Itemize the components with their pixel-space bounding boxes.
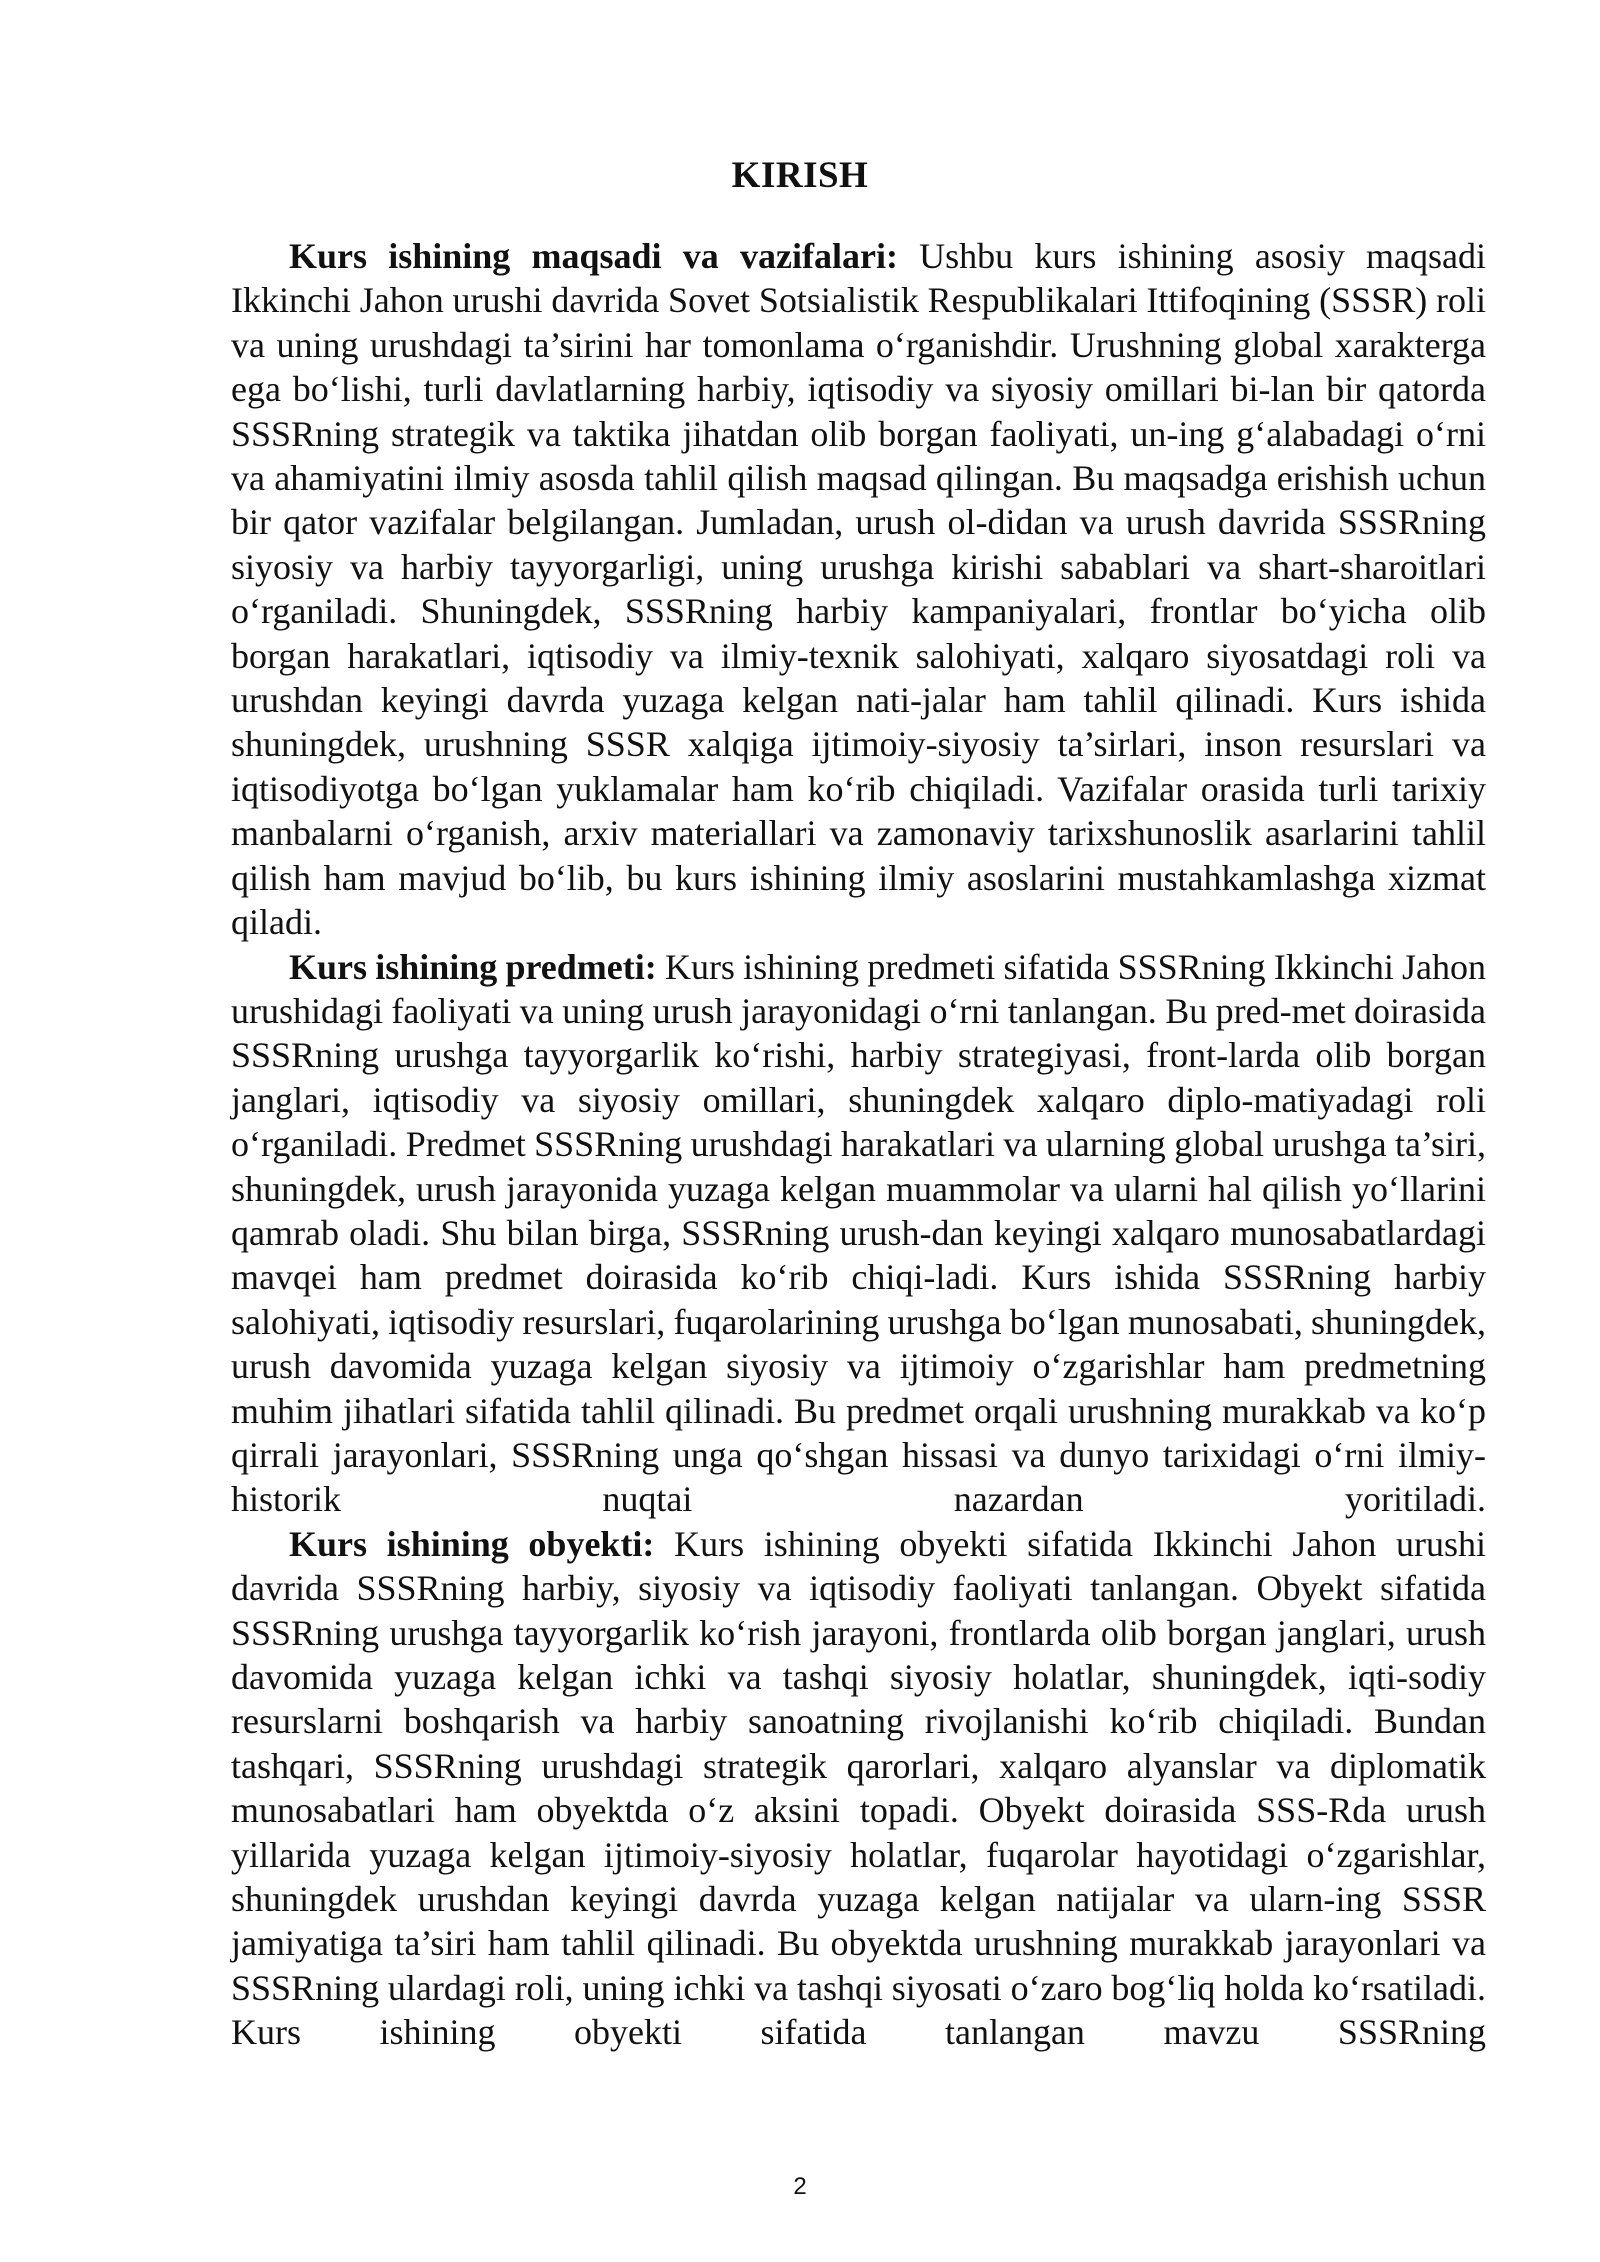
- document-body: [231, 234, 1486, 2055]
- page-number: 2: [793, 2173, 807, 2200]
- page-title: KIRISH: [731, 155, 869, 196]
- paragraph-subject: [231, 945, 1486, 1522]
- paragraph-subject-heading: Kurs ishining predmeti:: [289, 946, 657, 987]
- paragraph-subject-text: Kurs ishining predmeti sifatida SSSRning Ikkinchi Jahon urushidagi faoliyati va uning urush jarayonidagi o‘rni tanlangan. Bu pred-met doirasida SSSRning urushga tayyorgarlik ko‘rishi, harbiy strategiyasi, front-larda olib borgan janglari, iqtisodiy va siyosiy omillari, shuningdek xalqaro diplo-matiyadagi roli o‘rganiladi. Predmet SSSRning urushdagi harakatlari va ularning global urushga ta’siri, shuningdek, urush jarayonida yuzaga kelgan muammolar va ularni hal qilish yo‘llarini qamrab oladi. Shu bilan birga, SSSRning urush-dan keyingi xalqaro munosabatlardagi mavqei ham predmet doirasida ko‘rib chiqi-ladi. Kurs ishida SSSRning harbiy salohiyati, iqtisodiy resurslari, fuqarolarining urushga bo‘lgan munosabati, shuningdek, urush davomida yuzaga kelgan siyosiy va ijtimoiy o‘zgarishlar ham predmetning muhim jihatlari sifatida tahlil qilinadi. Bu predmet orqali urushning murakkab va ko‘p qirrali jarayonlari, SSSRning unga qo‘shgan hissasi va dunyo tarixidagi o‘rni ilmiy-historik nuqtai nazardan yoritiladi.: [231, 946, 1487, 1520]
- paragraph-object-heading: Kurs ishining obyekti:: [289, 1523, 655, 1564]
- paragraph-object: [231, 1522, 1486, 2055]
- paragraph-object-text: Kurs ishining obyekti sifatida Ikkinchi Jahon urushi davrida SSSRning harbiy, siyosiy va iqtisodiy faoliyati tanlangan. Obyekt sifatida SSSRning urushga tayyorgarlik ko‘rish jarayoni, frontlarda olib borgan janglari, urush davomida yuzaga kelgan ichki va tashqi siyosiy holatlar, shuningdek, iqti-sodiy resurslarni boshqarish va harbiy sanoatning rivojlanishi ko‘rib chiqiladi. Bundan tashqari, SSSRning urushdagi strategik qarorlari, xalqaro alyanslar va diplomatik munosabatlari ham obyektda o‘z aksini topadi. Obyekt doirasida SSS-Rda urush yillarida yuzaga kelgan ijtimoiy-siyosiy holatlar, fuqarolar hayotidagi o‘zgarishlar, shuningdek urushdan keyingi davrda yuzaga kelgan natijalar va ularn-ing SSSR jamiyatiga ta’siri ham tahlil qilinadi. Bu obyektda urushning murakkab jarayonlari va SSSRning ulardagi roli, uning ichki va tashqi siyosati o‘zaro bog‘liq holda ko‘rsatiladi. Kurs ishining obyekti sifatida tanlangan mavzu SSSRning: [231, 1523, 1486, 2053]
- paragraph-goals-heading: Kurs ishining maqsadi va vazifalari:: [289, 236, 898, 276]
- paragraph-goals-text: Ushbu kurs ishining asosiy maqsadi Ikkinchi Jahon urushi davrida Sovet Sotsialistik Respublikalari Ittifoqining (SSSR) roli va uning urushdagi ta’sirini har tomonlama o‘rganishdir. Urushning global xarakterga ega bo‘lishi, turli davlatlarning harbiy, iqtisodiy va siyosiy omillari bi-lan bir qatorda SSSRning strategik va taktika jihatdan olib borgan faoliyati, un-ing g‘alabadagi o‘rni va ahamiyatini ilmiy asosda tahlil qilish maqsad qilingan. Bu maqsadga erishish uchun bir qator vazifalar belgilangan. Jumladan, urush ol-didan va urush davrida SSSRning siyosiy va harbiy tayyorgarligi, uning urushga kirishi sabablari va shart-sharoitlari o‘rganiladi. Shuningdek, SSSRning harbiy kampaniyalari, frontlar bo‘yicha olib borgan harakatlari, iqtisodiy va ilmiy-texnik salohiyati, xalqaro siyosatdagi roli va urushdan keyingi davrda yuzaga kelgan nati-jalar ham tahlil qilinadi. Kurs ishida shuningdek, urushning SSSR xalqiga ijtimoiy-siyosiy ta’sirlari, inson resurslari va iqtisodiyotga bo‘lgan yuklamalar ham ko‘rib chiqiladi. Vazifalar orasida turli tarixiy manbalarni o‘rganish, arxiv materiallari va zamonaviy tarixshunoslik asarlarini tahlil qilish ham mavjud bo‘lib, bu kurs ishining ilmiy asoslarini mustahkamlashga xizmat qiladi.: [231, 236, 1486, 943]
- paragraph-goals: [231, 234, 1486, 945]
